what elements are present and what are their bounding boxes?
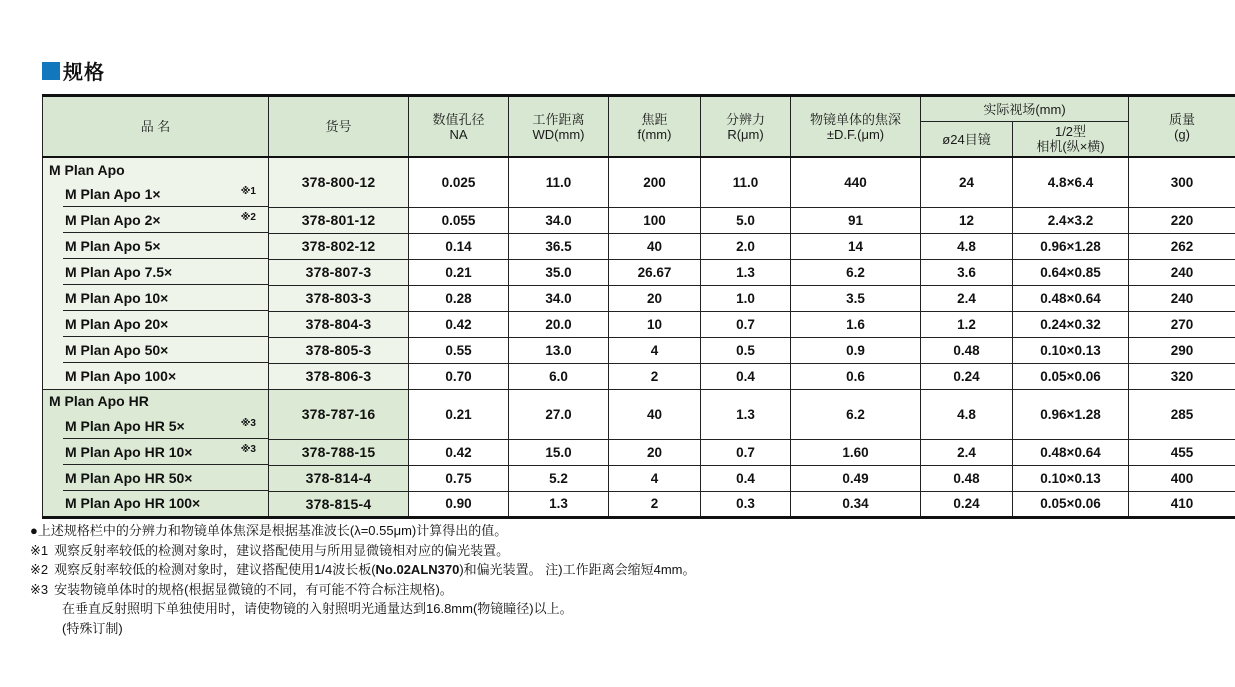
spec-value-cell: 20	[609, 439, 701, 465]
table-row	[43, 439, 1235, 465]
footnote-line	[30, 560, 696, 580]
footnote-marker: ※1	[240, 185, 256, 197]
spec-value-cell: 0.5	[701, 337, 791, 363]
product-name-cell	[43, 337, 269, 363]
product-name-cell	[43, 181, 269, 207]
table-row	[43, 337, 1235, 363]
product-name-cell	[43, 363, 269, 389]
product-name: M Plan Apo 7.5×	[65, 264, 173, 280]
column-header-na: 数值孔径 NA	[409, 96, 509, 158]
footnote-marker: ※3	[30, 581, 49, 597]
spec-value-cell: 0.48	[921, 465, 1013, 491]
spec-value-cell: 4.8×6.4	[1013, 157, 1129, 207]
spec-value-cell: 0.21	[409, 259, 509, 285]
product-name-cell	[43, 157, 269, 181]
spec-value-cell: 10	[609, 311, 701, 337]
spec-value-cell: 24	[921, 157, 1013, 207]
spec-value-cell: 20.0	[509, 311, 609, 337]
spec-value-cell: 0.6	[791, 363, 921, 389]
spec-value-cell: 0.48×0.64	[1013, 285, 1129, 311]
column-header-product: 品 名	[43, 96, 269, 158]
product-name-cell	[43, 285, 269, 311]
footnote-line	[30, 599, 696, 619]
spec-value-cell: 0.05×0.06	[1013, 363, 1129, 389]
spec-value-cell: 0.75	[409, 465, 509, 491]
spec-value-cell: 5.2	[509, 465, 609, 491]
spec-value-cell: 400	[1129, 465, 1235, 491]
table-row	[43, 491, 1235, 517]
spec-value-cell: 91	[791, 207, 921, 233]
spec-value-cell: 290	[1129, 337, 1235, 363]
section-title	[42, 56, 105, 85]
product-name-cell	[43, 389, 269, 413]
spec-value-cell: 0.4	[701, 363, 791, 389]
product-name: M Plan Apo HR	[49, 393, 149, 410]
footnote-text: 在垂直反射照明下单独使用时，请使物镜的入射照明光通量达到16.8mm(物镜瞳径)以上。	[62, 601, 573, 616]
part-number-cell: 378-800-12	[269, 157, 409, 207]
spec-value-cell: 220	[1129, 207, 1235, 233]
spec-value-cell: 15.0	[509, 439, 609, 465]
product-name: M Plan Apo 50×	[65, 342, 169, 358]
spec-value-cell: 0.24	[921, 491, 1013, 517]
product-name: M Plan Apo 100×	[65, 367, 177, 384]
table-row	[43, 207, 1235, 233]
table-row	[43, 285, 1235, 311]
spec-value-cell: 0.10×0.13	[1013, 465, 1129, 491]
product-name: M Plan Apo 10×	[65, 290, 169, 306]
spec-value-cell: 0.4	[701, 465, 791, 491]
part-number-cell: 378-803-3	[269, 285, 409, 311]
spec-table-body	[43, 157, 1235, 517]
footnote-text: 观察反射率较低的检测对象时，建议搭配使用与所用显微镜相对应的偏光装置。	[54, 542, 510, 558]
spec-value-cell: 0.21	[409, 389, 509, 439]
footnotes	[30, 521, 696, 638]
part-number-cell: 378-807-3	[269, 259, 409, 285]
spec-value-cell: 0.28	[409, 285, 509, 311]
spec-value-cell: 0.9	[791, 337, 921, 363]
spec-value-cell: 0.24	[921, 363, 1013, 389]
spec-value-cell: 36.5	[509, 233, 609, 259]
product-name: M Plan Apo 1×	[65, 186, 161, 202]
spec-value-cell: 0.14	[409, 233, 509, 259]
spec-value-cell: 0.42	[409, 439, 509, 465]
spec-value-cell: 1.6	[791, 311, 921, 337]
product-name-cell	[43, 207, 269, 233]
product-name-cell	[43, 439, 269, 465]
footnote-text: No.02ALN370	[375, 562, 460, 577]
spec-value-cell: 3.5	[791, 285, 921, 311]
spec-value-cell: 12	[921, 207, 1013, 233]
spec-value-cell: 6.2	[791, 259, 921, 285]
spec-value-cell: 455	[1129, 439, 1235, 465]
spec-value-cell: 1.0	[701, 285, 791, 311]
spec-value-cell: 6.2	[791, 389, 921, 439]
spec-value-cell: 11.0	[701, 157, 791, 207]
spec-value-cell: 200	[609, 157, 701, 207]
spec-value-cell: 2.4×3.2	[1013, 207, 1129, 233]
spec-value-cell: 1.2	[921, 311, 1013, 337]
part-number-cell: 378-788-15	[269, 439, 409, 465]
spec-value-cell: 11.0	[509, 157, 609, 207]
part-number-cell: 378-801-12	[269, 207, 409, 233]
spec-value-cell: 1.3	[701, 389, 791, 439]
footnote-marker: ※2	[30, 562, 49, 577]
spec-value-cell: 1.3	[701, 259, 791, 285]
spec-value-cell: 285	[1129, 389, 1235, 439]
spec-value-cell: 40	[609, 233, 701, 259]
spec-value-cell: 320	[1129, 363, 1235, 389]
part-number-cell: 378-806-3	[269, 363, 409, 389]
column-header-wd: 工作距离 WD(mm)	[509, 96, 609, 158]
part-number-cell: 378-802-12	[269, 233, 409, 259]
spec-value-cell: 0.96×1.28	[1013, 389, 1129, 439]
footnote-marker: ※1	[30, 542, 49, 558]
product-name: M Plan Apo 5×	[65, 238, 161, 254]
footnote-text: (特殊订制)	[62, 620, 123, 636]
column-header-df: 物镜单体的焦深 ±D.F.(μm)	[791, 96, 921, 158]
spec-value-cell: 2.0	[701, 233, 791, 259]
table-row	[43, 465, 1235, 491]
product-name: M Plan Apo HR 10×	[65, 444, 193, 460]
spec-value-cell: 13.0	[509, 337, 609, 363]
footnote-marker: ※2	[240, 211, 256, 223]
part-number-cell: 378-815-4	[269, 491, 409, 517]
spec-value-cell: 1.3	[509, 491, 609, 517]
spec-value-cell: 34.0	[509, 285, 609, 311]
spec-value-cell: 0.055	[409, 207, 509, 233]
table-row	[43, 311, 1235, 337]
spec-value-cell: 240	[1129, 259, 1235, 285]
product-name: M Plan Apo 2×	[65, 212, 161, 228]
footnote-text: 上述规格栏中的分辨力和物镜单体焦深是根据基准波长(λ=0.55μm)计算得出的值。	[37, 523, 508, 538]
footnote-line	[30, 521, 696, 541]
footnote-line	[30, 580, 696, 600]
spec-value-cell: 0.64×0.85	[1013, 259, 1129, 285]
spec-value-cell: 0.48	[921, 337, 1013, 363]
product-name-cell	[43, 259, 269, 285]
spec-value-cell: 0.70	[409, 363, 509, 389]
spec-value-cell: 0.7	[701, 439, 791, 465]
column-header-mass: 质量 (g)	[1129, 96, 1235, 158]
spec-value-cell: 300	[1129, 157, 1235, 207]
spec-value-cell: 6.0	[509, 363, 609, 389]
spec-value-cell: 0.05×0.06	[1013, 491, 1129, 517]
column-header-code: 货号	[269, 96, 409, 158]
spec-value-cell: 40	[609, 389, 701, 439]
product-name: M Plan Apo HR 50×	[65, 470, 193, 486]
spec-value-cell: 35.0	[509, 259, 609, 285]
footnote-text: 观察反射率较低的检测对象时，建议搭配使用1/4波长板(	[54, 562, 376, 577]
footnote-line	[30, 619, 696, 639]
spec-value-cell: 14	[791, 233, 921, 259]
spec-value-cell: 270	[1129, 311, 1235, 337]
spec-table	[42, 94, 1235, 519]
spec-value-cell: 0.55	[409, 337, 509, 363]
spec-value-cell: 26.67	[609, 259, 701, 285]
spec-value-cell: 240	[1129, 285, 1235, 311]
spec-value-cell: 27.0	[509, 389, 609, 439]
product-name-cell	[43, 413, 269, 439]
spec-value-cell: 0.3	[701, 491, 791, 517]
spec-value-cell: 0.025	[409, 157, 509, 207]
spec-value-cell: 0.42	[409, 311, 509, 337]
spec-value-cell: 4.8	[921, 233, 1013, 259]
part-number-cell: 378-805-3	[269, 337, 409, 363]
footnote-line	[30, 541, 696, 561]
spec-value-cell: 0.48×0.64	[1013, 439, 1129, 465]
spec-value-cell: 410	[1129, 491, 1235, 517]
spec-value-cell: 100	[609, 207, 701, 233]
footnote-text: 安装物镜单体时的规格(根据显微镜的不同，有可能不符合标注规格)。	[54, 581, 453, 597]
product-name-cell	[43, 311, 269, 337]
spec-value-cell: 0.96×1.28	[1013, 233, 1129, 259]
spec-value-cell: 4.8	[921, 389, 1013, 439]
product-name: M Plan Apo HR 100×	[65, 495, 201, 512]
spec-value-cell: 2.4	[921, 285, 1013, 311]
spec-value-cell: 34.0	[509, 207, 609, 233]
spec-value-cell: 0.34	[791, 491, 921, 517]
table-row	[43, 259, 1235, 285]
spec-value-cell: 3.6	[921, 259, 1013, 285]
spec-value-cell: 0.10×0.13	[1013, 337, 1129, 363]
part-number-cell: 378-804-3	[269, 311, 409, 337]
column-header-eyepiece: ø24目镜	[921, 122, 1013, 158]
column-header-fov: 实际视场(mm)	[921, 96, 1129, 122]
column-header-f: 焦距 f(mm)	[609, 96, 701, 158]
product-name-cell	[43, 465, 269, 491]
part-number-cell: 378-787-16	[269, 389, 409, 439]
table-row	[43, 363, 1235, 389]
page-title: 规格	[63, 62, 105, 84]
spec-value-cell: 2	[609, 491, 701, 517]
spec-value-cell: 2.4	[921, 439, 1013, 465]
table-row	[43, 389, 1235, 413]
spec-value-cell: 4	[609, 465, 701, 491]
spec-value-cell: 440	[791, 157, 921, 207]
spec-value-cell: 0.7	[701, 311, 791, 337]
product-name: M Plan Apo	[49, 161, 125, 178]
footnote-marker: ※3	[240, 443, 256, 455]
product-name-cell	[43, 491, 269, 517]
product-name: M Plan Apo HR 5×	[65, 418, 185, 434]
spec-value-cell: 5.0	[701, 207, 791, 233]
footnote-text: )和偏光装置。 注)工作距离会缩短4mm。	[459, 562, 696, 577]
product-name: M Plan Apo 20×	[65, 316, 169, 332]
spec-value-cell: 0.24×0.32	[1013, 311, 1129, 337]
spec-value-cell: 4	[609, 337, 701, 363]
table-row	[43, 157, 1235, 181]
column-header-camera: 1/2型 相机(纵×横)	[1013, 122, 1129, 158]
product-name-cell	[43, 233, 269, 259]
column-header-r: 分辨力 R(μm)	[701, 96, 791, 158]
spec-table-head	[43, 96, 1235, 158]
blue-square-icon	[42, 62, 60, 80]
spec-value-cell: 1.60	[791, 439, 921, 465]
spec-value-cell: 0.90	[409, 491, 509, 517]
part-number-cell: 378-814-4	[269, 465, 409, 491]
spec-value-cell: 20	[609, 285, 701, 311]
footnote-marker: ●	[30, 523, 38, 538]
spec-value-cell: 2	[609, 363, 701, 389]
spec-value-cell: 0.49	[791, 465, 921, 491]
table-row	[43, 233, 1235, 259]
footnote-marker: ※3	[240, 417, 256, 429]
spec-value-cell: 262	[1129, 233, 1235, 259]
